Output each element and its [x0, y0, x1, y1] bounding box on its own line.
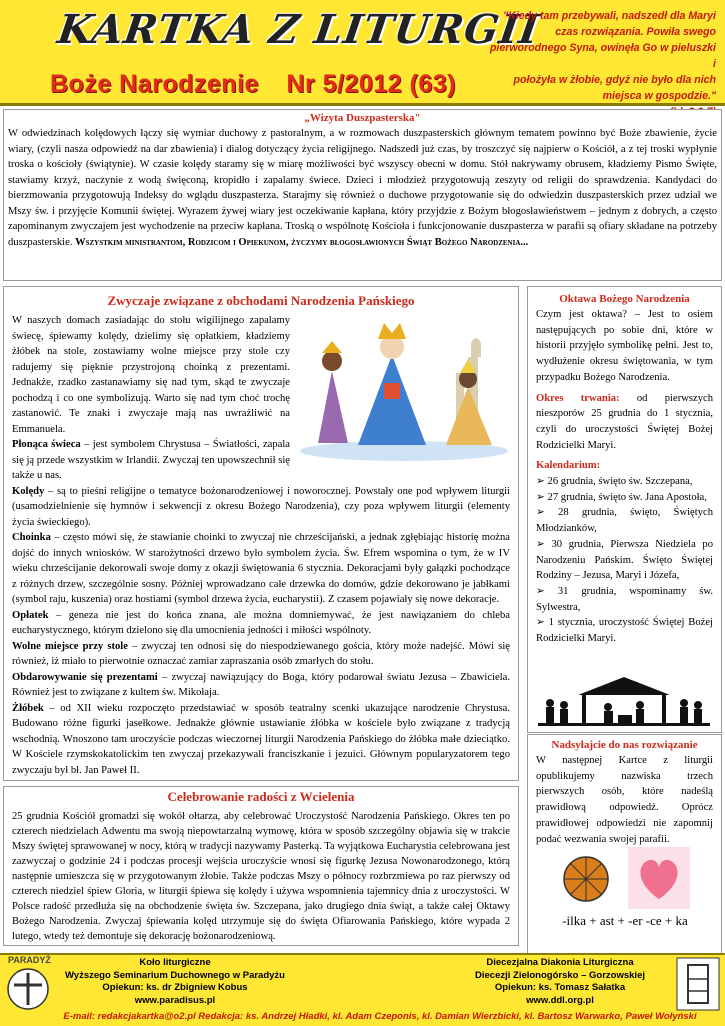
footer-left-line: Opiekun: ks. dr Zbigniew Kobus — [102, 982, 248, 993]
footer-right-link[interactable]: www.ddl.org.pl — [526, 994, 594, 1006]
custom-text: – geneza nie jest do końca znana, ale można domniemywać, że jest nawiązaniem do chleba eucharystycznego, którym dzielono się dla umocnienia jedności i miłości wspólnoty. — [12, 609, 510, 636]
quote-line: pierworodnego Syna, owinęła Go w pieluszki i — [489, 42, 716, 70]
custom-term: Wolne miejsce przy stole — [12, 640, 128, 652]
custom-item — [12, 484, 510, 531]
custom-item — [12, 701, 510, 779]
issue-season: Boże Narodzenie — [50, 70, 259, 98]
heart-icon — [628, 847, 690, 909]
three-kings-illustration — [296, 313, 512, 463]
scripture-quote — [486, 8, 716, 120]
diakonia-logo-icon — [676, 957, 720, 1011]
wizyta-title: „Wizyta Duszpasterska" — [304, 112, 421, 124]
kalendarium-label: Kalendarium: — [536, 460, 601, 472]
quote-line: czas rozwiązania. Powiła swego — [555, 26, 716, 38]
footer-right-line: Opiekun: ks. Tomasz Sałatka — [494, 982, 626, 993]
kalendarium-item: ➢ 28 grudnia, święto, Świętych Młodzianków, — [536, 505, 713, 536]
zwyczaje-intro: W naszych domach zasiadając do stołu wigilijnego zapalamy świecę, śpiewamy kolędy, dzielimy się opłatkiem, kładziemy żłóbek na stole, zostawiamy wolne miejsce przy stole czy radujemy się pięknie przystrojoną choinką z prezentami. Jednakże, rzadko zastanawiamy się nad tym, skąd te zwyczaje pochodzą i co one symbolizują. Warto się nad tym choć trochę zastanowić. Te znaki i zwyczaje mają nas uwrażliwić na Emmanuela. — [12, 315, 290, 435]
issue-number: Nr 5/2012 (63) — [286, 70, 456, 98]
custom-text: – od XII wieku rozpoczęto przedstawiać w sposób teatralny scenki ukazujące narodzenie Chrystusa. Budowano różne figurki jasełkowe. Jednakże głównie ustawianie żłóbka w kościele było związane z tradycją wschodnią. Wnoszono tam uroczyście podczas wieczornej liturgii Narodzenia Pańskiego do żłóbka małe dzieciątko. W Kościele rzymskokatolickim ten zwyczaj przekazywali franciszkanie i jezuici. Głównym popularyzatorem tego zwyczaju był bł. Jan Paweł II. — [12, 702, 510, 776]
custom-term: Choinka — [12, 532, 51, 543]
wizyta-text: W odwiedzinach kolędowych łączy się wymiar duchowy z pastoralnym, a w rozmowach duszpasterskich głównym tematem powinno być Boże zbawienie, życie wiary, (czyli nasza odpowiedź na dar zbawienia) i dialog dotyczący życia religijnego. Nadszedł już czas, by troszczyć się najpierw o Kościół, a z tej troski wypłynie troska o kościoły (świątynie). W czasie kolędy staramy się w miarę możliwości być wszyscy obecni w domu. Stół nakrywamy obrusem, kładziemy Pismo Święte, stawiamy krzyż, naczynie z wodą święconą, kropidło i zapalamy świece. Dzieci i młodzież przygotowują zeszyty od religii do sprawdzenia. Kandydaci do bierzmowania przygotowują Indeksy do wglądu duszpasterza. Starajmy się również o duchowe przygotowanie się do odwiedzin duszpasterskich przez udział we Mszy św. i przyjęcie Komunii świętej. Wyrazem żywej wiary jest oczekiwanie kapłana, który przyjdzie z Bożym błogosławieństwem – jednym z dobrych, a często zapominanym zwyczajem jest wychodzenie na przeciw kapłana. Troską o wspólnotę Kościoła i funkcjonowanie duszpasterza w parafii są ofiary składane na potrzeby duszpasterskie. — [8, 128, 717, 248]
footer-left — [60, 957, 290, 1007]
custom-text: – są to pieśni religijne o tematyce bożonarodzeniowej i noworocznej. Powstały one pod wpływem liturgii (usamodzielnienie się hymnów i sekwencji z okresu Bożego Narodzenia), czy poza wpływem liturgii (elementy życia świeckiego). — [12, 485, 510, 528]
rozwiazania-text: W następnej Kartce z liturgii opublikujemy nazwiska trzech pierwszych osób, które nadeślą prawidłową odpowiedź. Oprócz prawidłowej odpowiedzi nie zapomnij podać wezwania swojej parafii. — [536, 755, 713, 845]
footer-left-line: Koło liturgiczne — [139, 957, 211, 968]
kalendarium-item: ➢ 31 grudnia, wspominamy św. Sylwestra, — [536, 584, 713, 615]
quote-line: miejsca w gospodzie." — [602, 90, 716, 102]
wizyta-body — [4, 126, 721, 250]
paradyz-logo-label: PARADYŻ — [8, 955, 51, 965]
nativity-silhouette — [538, 675, 710, 727]
masthead-title: KARTKA Z LITURGII — [54, 6, 543, 53]
custom-term: Obdarowywanie się prezentami — [12, 671, 158, 683]
oktawa-text: Czym jest oktawa? – Jest to osiem następujących po sobie dni, które w historii przyjęło symbolikę pełni. Jest to, wydłużenie okresu świętowania, w tym przypadku Bożego Narodzenia. — [536, 309, 713, 383]
quote-line: położyła w żłobie, gdyż nie było dla nich — [513, 74, 716, 86]
celebrowanie-text: 25 grudnia Kościół gromadzi się wokół ołtarza, aby celebrować Uroczystość Narodzenia Pańskiego. Okres ten po czterech niedzielach Adwentu ma swoją niepowtarzalną wymowę, która w sposób szczególny objawia się w trakcie Mszy świętej sprawowanej w nocy, którą w tradycji nazywamy Pasterką. Ta wyjątkowa Eucharystia celebrowana jest zazwyczaj o godzinie 24 i podczas procesji wejścia uroczyście wnosi się figurkę Jezusa Nowonarodzonego, którą następnie umieszcza się w przygotowanym żłobie. Także podczas Mszy o północy rozbrzmiewa po raz pierwszy od czterech niedziel śpiew Gloria, w liturgii śpiewa się kolędy i używa wspomnienia tajemnicy dnia z uroczystości. W Polsce radość przedłuża się na obchodzenie święta św. Szczepana, jako drugiego dnia świąt, a także całej Oktawy Bożego Narodzenia. Zwyczaj śpiewania kolęd utrzymuje się do święta Ofiarowania Pańskiego, które wypada 2 lutego, wtedy też demontuje się dekorację bożonarodzeniową. — [12, 811, 510, 942]
celebrowanie-section — [3, 786, 519, 946]
footer-right-line: Diecezji Zielonogórsko – Gorzowskiej — [475, 969, 645, 981]
footer-right — [440, 957, 680, 1007]
ball-icon — [562, 855, 610, 903]
rozwiazania-section — [527, 734, 722, 956]
footer — [0, 953, 725, 1026]
zwyczaje-title: Zwyczaje związane z obchodami Narodzenia Pańskiego — [107, 293, 415, 308]
custom-item — [12, 639, 510, 670]
custom-text: – jest symbolem Chrystusa – Światłości, zapala się ją przede wszystkim w Irlandii. Zwyczaj ten upowszechnił się także u nas. — [12, 439, 290, 481]
celebrowanie-title: Celebrowanie radości z Wcielenia — [167, 789, 355, 804]
okres-label: Okres trwania: — [536, 392, 620, 404]
wizyta-section — [3, 109, 722, 281]
seminary-crest-icon — [6, 967, 50, 1011]
header-banner — [0, 0, 725, 106]
rebus-text: -ilka + ast + -er -ce + ka — [562, 913, 688, 928]
okres-block — [536, 391, 713, 454]
footer-right-line: Diecezjalna Diakonia Liturgiczna — [486, 957, 634, 968]
custom-text: – zwyczaj ten odnosi się do niespodziewanego gościa, który może nadejść. Mówi się również, iż miało to pierwotnie oznaczać zamiar zapraszania osób zmarłych do stołu. — [12, 640, 510, 667]
oktawa-section — [527, 286, 722, 733]
quote-line: "Kiedy tam przebywali, nadszedł dla Maryi — [503, 10, 716, 22]
kalendarium-item: ➢ 27 grudnia, święto św. Jana Apostoła, — [536, 490, 713, 506]
rozwiazania-title: Nadsyłajcie do nas rozwiązanie — [551, 739, 698, 751]
okres-text: od pierwszych nieszporów 25 grudnia do 1 stycznia, czyli do uroczystości Świętej Bożej Rodzicielki Maryi. — [536, 392, 713, 451]
footer-left-link[interactable]: www.paradisus.pl — [134, 994, 216, 1006]
kalendarium-item: ➢ 30 grudnia, Pierwsza Niedziela po Narodzeniu Pańskim. Święto Świętej Rodziny – Jezusa, Maryi i Józefa, — [536, 537, 713, 584]
custom-item — [12, 608, 510, 639]
custom-term: Kolędy — [12, 485, 45, 497]
oktawa-body — [528, 307, 721, 647]
issue-line — [50, 70, 476, 99]
footer-email-line: E-mail: redakcjakartka@o2.pl Redakcja: ks. Andrzej Hładki, kl. Adam Czeponis, kl. Damian Wierzbicki, kl. Bartosz Warwarko, Paweł Wołyński — [63, 1011, 697, 1022]
kalendarium-item: ➢ 1 stycznia, uroczystość Świętej Bożej Rodzicielki Maryi. — [536, 615, 713, 646]
custom-text: – zwyczaj nawiązujący do Boga, który podarował światu Jezusa – Zbawiciela. Również jest to związane z kultem św. Mikołaja. — [12, 671, 510, 698]
kalendarium-item: ➢ 26 grudnia, święto św. Szczepana, — [536, 474, 713, 490]
custom-term: Płonąca świeca — [12, 439, 81, 450]
oktawa-title: Oktawa Bożego Narodzenia — [559, 293, 690, 305]
custom-item — [12, 670, 510, 701]
custom-text: – często mówi się, że stawianie choinki to zwyczaj nie chrześcijański, a jednak zgłębiając historię można dojść do innych wniosków. W starożytności drzewo było symbolem życia. Św. Efrem wspomina o tym, że w IV wieku chrześcijanie dekorowali swoje domy z okazji świętowania 6 stycznia. Dekoracjami były gałązki pochodzące z różnych drzew, szczególnie sosny. Później wprowadzano całe drzewka do domów, gdzie dekorowano je jabłkami (symbol raju, kuszenia) oraz hostiami (symbol drzewa życia, eucharystii). Z czasem pojawiały się nowe dekoracje. — [12, 532, 510, 605]
custom-term: Żłóbek — [12, 702, 44, 714]
custom-item — [12, 530, 510, 608]
zwyczaje-section — [3, 286, 519, 781]
custom-term: Opłatek — [12, 609, 49, 621]
footer-left-line: Wyższego Seminarium Duchownego w Paradyżu — [65, 969, 285, 981]
wizyta-wishes: Wszystkim ministrantom, Rodzicom i Opiekunom, życzymy błogosławionych Świąt Bożego Narodzenia... — [75, 236, 529, 248]
